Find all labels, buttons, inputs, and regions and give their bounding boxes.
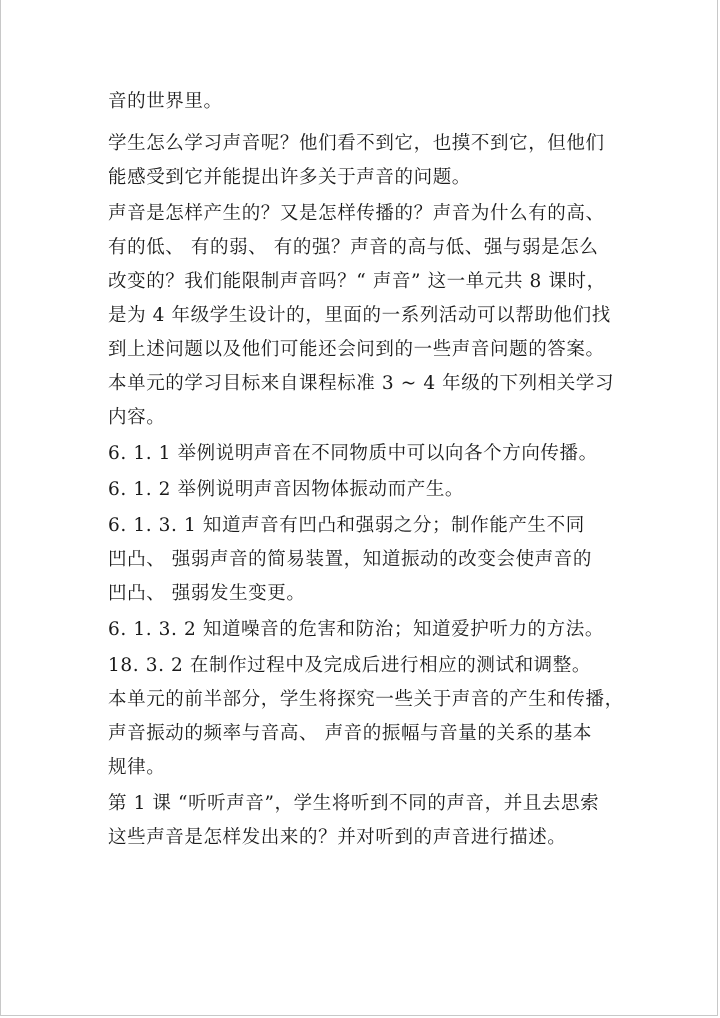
text-line: 有的低、 有的弱、 有的强？声音的高与低、强与弱是怎么: [108, 237, 599, 258]
text-line: 声音是怎样产生的？又是怎样传播的？声音为什么有的高、: [108, 203, 605, 224]
text-line: 6. 1. 1 举例说明声音在不同物质中可以向各个方向传播。: [108, 443, 598, 464]
text-line: 声音振动的频率与音高、 声音的振幅与音量的关系的基本: [108, 723, 592, 744]
text-line: 第 1 课 “听听声音”，学生将听到不同的声音，并且去思索: [108, 793, 600, 814]
text-line: 凹凸、 强弱声音的简易装置，知道振动的改变会使声音的: [108, 549, 592, 570]
text-line: 6. 1. 3. 1 知道声音有凹凸和强弱之分；制作能产生不同: [108, 515, 585, 536]
text-line: 能感受到它并能提出许多关于声音的问题。: [108, 167, 471, 188]
text-line: 本单元的学习目标来自课程标准 3 ~ 4 年级的下列相关学习: [108, 373, 615, 394]
text-line: 6. 1. 2 举例说明声音因物体振动而产生。: [108, 479, 465, 500]
text-line: 内容。: [108, 407, 166, 428]
document-body: [108, 86, 624, 854]
text-line: 音的世界里。: [108, 91, 223, 112]
text-line: 学生怎么学习声音呢？他们看不到它，也摸不到它，但他们: [108, 133, 605, 154]
text-line: 是为 4 年级学生设计的，里面的一系列活动可以帮助他们找: [108, 305, 611, 326]
text-line: 凹凸、 强弱发生变更。: [108, 583, 306, 604]
text-line: 本单元的前半部分，学生将探究一些关于声音的产生和传播，: [108, 689, 624, 710]
text-line: 到上述问题以及他们可能还会问到的一些声音问题的答案。: [108, 339, 605, 360]
text-line: 6. 1. 3. 2 知道噪音的危害和防治；知道爱护听力的方法。: [108, 619, 604, 640]
text-line: 改变的？我们能限制声音吗？“ 声音” 这一单元共 8 课时，: [108, 271, 606, 292]
text-line: 18. 3. 2 在制作过程中及完成后进行相应的测试和调整。: [108, 655, 591, 676]
text-line: 规律。: [108, 757, 166, 778]
text-line: 这些声音是怎样发出来的？并对听到的声音进行描述。: [108, 827, 567, 848]
